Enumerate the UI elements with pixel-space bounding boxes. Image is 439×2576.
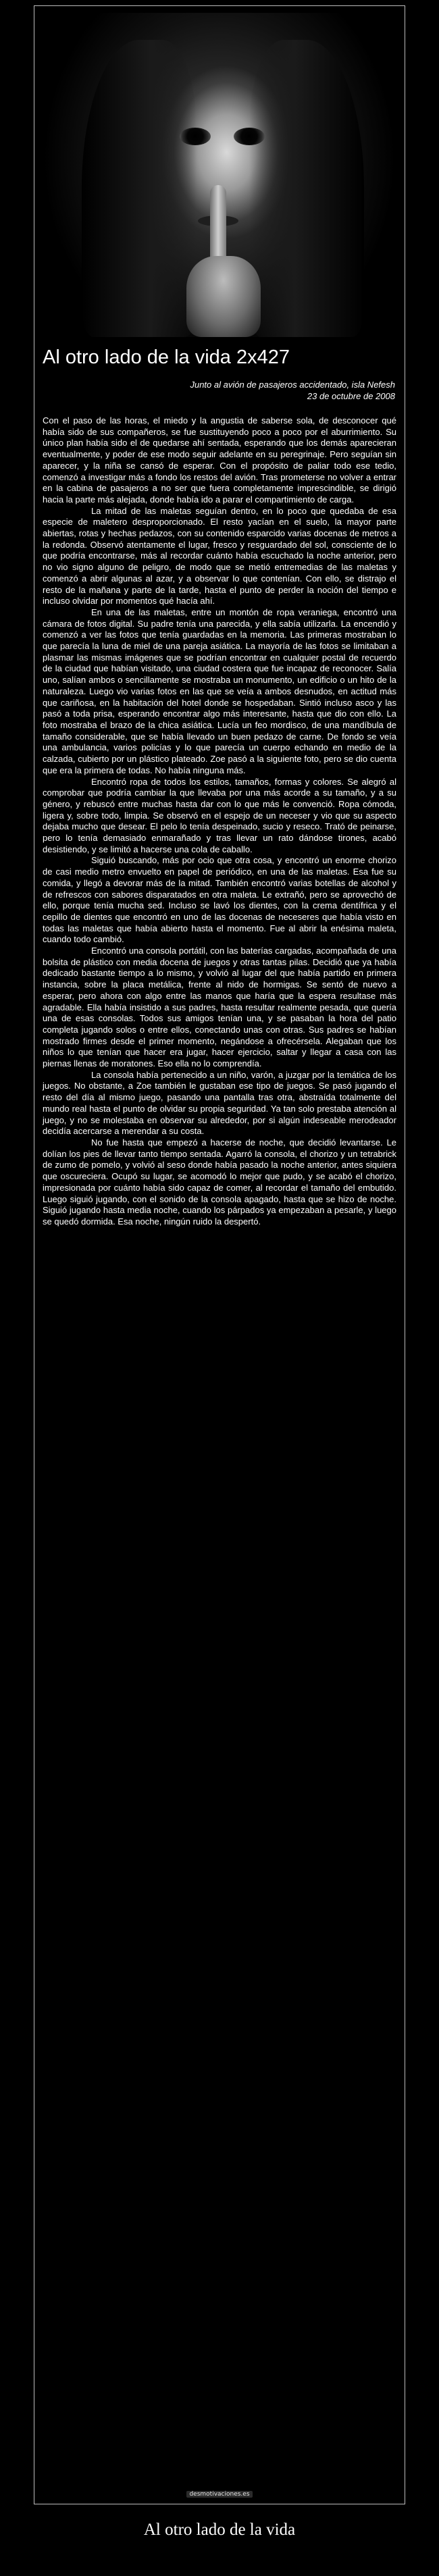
story-paragraph: La consola había pertenecido a un niño, varón, a juzgar por la temática de los juegos. No obstante, a Zoe también le gustaban ese tipo de juegos. Se pasó jugando el resto del día al mismo juego, pasando una pantalla tras otra, abstraída totalmente del mundo real hasta el punto de olvidar su propia seguridad. Ya tan solo prestaba atención al juego, y no se molestaba en observar su alrededor, por si algún indeseable merodeador decidía acercarse a merendar a su costa. [43, 1069, 396, 1137]
page-caption: Al otro lado de la vida [143, 2521, 296, 2539]
hair-shape [249, 40, 364, 337]
story-paragraph: Con el paso de las horas, el miedo y la angustia de saberse sola, de desconocer qué había sido de sus compañeros, se fue sustituyendo poco a poco por el aburrimiento. Su único plan había sido el de quedarse ahí sentada, esperando que los demás aparecieran eventualmente, y poder de ese modo seguir adelante en su peregrinaje. Pero seguían sin aparecer, y la niña se cansó de esperar. Con el propósito de paliar todo ese tedio, comenzó a investigar más a fondo los restos del avión. Tras prometerse no volver a entrar en la cabina de pasajeros a no ser que fuera completamente imprescindible, se dirigió hacia la parte más alejada, donde había ido a parar el compartimiento de carga. [43, 415, 396, 505]
watermark [34, 2490, 405, 2498]
story-paragraph: Encontró ropa de todos los estilos, tamaños, formas y colores. Se alegró al comprobar que podría cambiar la que llevaba por una más acorde a su tamaño, y a su género, y rebuscó entre muchas hasta dar con lo que más le convenció. Ropa cómoda, ligera y, sobre todo, limpia. Se observó en el espejo de un neceser y vio que su aspecto dejaba mucho que desear. El pelo lo tenía despeinado, sucio y reseco. Trató de peinarse, pero lo tenía demasiado enmarañado y tras llevar un rato dándose tirones, acabó desistiendo, y se limitó a hacerse una cola de caballo. [43, 776, 396, 854]
subtitle-date: 23 de octubre de 2008 [307, 391, 395, 401]
eye-shape [234, 128, 265, 145]
poster-title: Al otro lado de la vida 2x427 [43, 346, 290, 368]
hair-shape [82, 40, 197, 337]
story-paragraph: En una de las maletas, entre un montón de ropa veraniega, encontró una cámara de fotos digital. Su padre tenía una parecida, y ella sabía utilizarla. La encendió y comenzó a ver las fotos que tenía guardadas en la memoria. Las primeras mostraban lo que parecía la luna de miel de una pareja asiática. La mayoría de las fotos se limitaban a plasmar las mismas imágenes que se podrían encontrar en cualquier postal de recuerdo de la ciudad que habían visitado, una ciudad costera que fue incapaz de reconocer. Salía uno, salían ambos o sencillamente se mostraba un monumento, un edificio o un hito de la naturaleza. Luego vio varias fotos en las que se veía a ambos desnudos, en actitud más que cariñosa, en la habitación del hotel donde se hospedaban. Sintió incluso asco y las pasó a toda prisa, esperando encontrar algo más interesante, hasta que dio con ello. La foto mostraba el brazo de la chica asiática. Lucía un feo mordisco, de una mandíbula de tamaño considerable, que se había llevado un buen pedazo de carne. De fondo se veía una ambulancia, varios policías y lo que parecía un cuerpo echando en medio de la calzada, cubierto por un plástico plateado. Zoe pasó a la siguiente foto, pero se dio cuenta que era la primera de todas. No había ninguna más. [43, 607, 396, 775]
poster-photo [41, 13, 398, 337]
poster [34, 5, 405, 2504]
story-paragraph: Encontró una consola portátil, con las baterías cargadas, acompañada de una bolsita de plástico con media docena de juegos y otras tantas pilas. Decidió que ya había dedicado bastante tiempo a lo mismo, y volvió al lugar del que había partido en primera instancia, sobre la placa metálica, frente al nido de hormigas. Se sentó de nuevo a esperar, pero ahora con algo entre las manos que haría que la espera resultase más agradable. Ella había insistido a sus padres, hasta resultar realmente pesada, que quería una de esas consolas. Todos sus amigos tenían una, y se pasaban la hora del patio completa jugando solos o entre ellos, conectando unas con otras. Sus padres se habían mostrado firmes desde el primer momento, negándose a ofrecérsela. Alegaban que los niños lo que tenían que hacer era jugar, hacer ejercicio, saltar y llegar a casa con las piernas llenas de moratones. Eso ella no lo comprendía. [43, 946, 396, 1069]
subtitle-location: Junto al avión de pasajeros accidentado, isla Nefesh [190, 380, 395, 390]
poster-subtitle [57, 379, 395, 402]
story-text [43, 415, 396, 1228]
story-paragraph: No fue hasta que empezó a hacerse de noche, que decidió levantarse. Le dolían los pies de llevar tanto tiempo sentada. Agarró la consola, el chorizo y un tetrabrick de zumo de pomelo, y volvió al seso donde había pasado la noche anterior, antes siquiera que oscureciera. Ocupó su lugar, se acomodó lo mejor que pudo, y se acabó el chorizo, impresionada por cuánto había sido capaz de comer, al recordar el tamaño del embutido. Luego siguió jugando, con el sonido de la consola apagado, hasta que se hizo de noche. Siguió jugando hasta media noche, cuando los párpados ya empezaban a pesarle, y luego se quedó dormida. Esa noche, ningún ruido la despertó. [43, 1137, 396, 1227]
hand-shape [186, 256, 261, 337]
watermark-text: desmotivaciones.es [186, 2491, 252, 2498]
story-paragraph: Siguió buscando, más por ocio que otra cosa, y encontró un enorme chorizo de casi medio metro envuelto en papel de periódico, en una de las maletas. Esa fue su comida, y llegó a devorar más de la mitad. También encontró varias botellas de alcohol y de refrescos con sabores disparatados en otra maleta. Le extrañó, pero se aprovechó de ello, porque tenía mucha sed. Incluso se lavó los dientes, con la crema dentífrica y el cepillo de dientes que encontró en uno de las docenas de neceseres que había visto en todas las maletas que había abierto hasta el momento. Fue al abrir la enésima maleta, cuando todo cambió. [43, 855, 396, 945]
story-paragraph: La mitad de las maletas seguían dentro, en lo poco que quedaba de esa especie de maletero desproporcionado. El resto yacían en el suelo, la mayor parte abiertas, rotas y hechas pedazos, con su contenido esparcido varias docenas de metros a la redonda. Observó atentamente el lugar, fresco y resguardado del sol, consciente de lo que podría encontrarse, más al recordar cuánto había escuchado la noche anterior, pero no vio signo alguno de peligro, de modo que se metió entremedias de las maletas y comenzó a abrir algunas al azar, y a observar lo que contenían. Con ello, se distrajo el resto de la mañana y parte de la tarde, hasta el punto de perder la noción del tiempo e incluso olvidar por momentos qué hacía ahí. [43, 505, 396, 607]
eye-shape [180, 128, 211, 145]
